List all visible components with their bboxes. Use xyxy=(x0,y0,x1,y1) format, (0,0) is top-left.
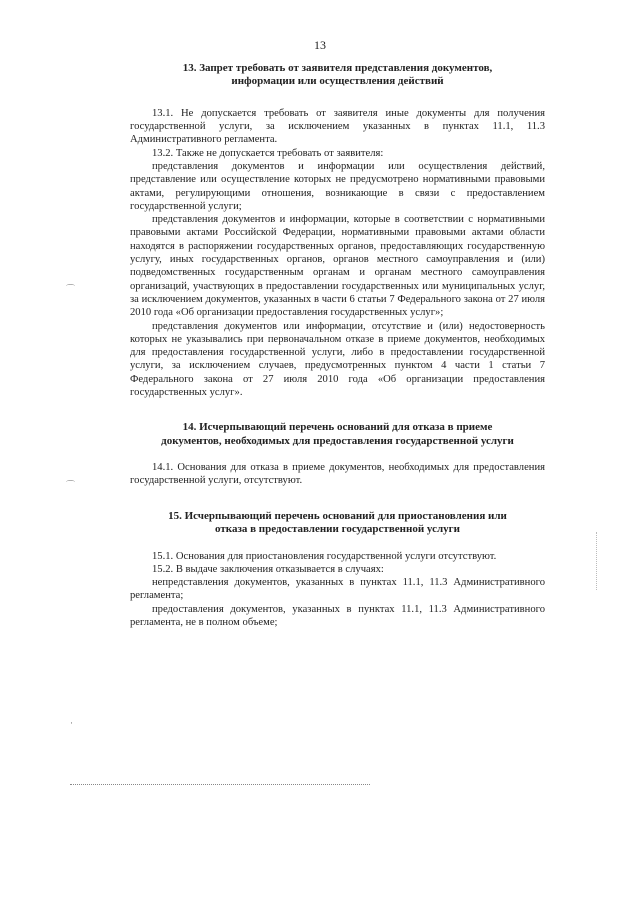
document-body xyxy=(130,62,545,629)
section-14-heading-line-1: 14. Исчерпывающий перечень оснований для отказа в приеме xyxy=(182,421,493,434)
paragraph-15-2: 15.2. В выдаче заключения отказывается в случаях: xyxy=(152,563,384,575)
paragraph-13-2-item-3: представления документов или информации, отсутствие и (или) недостоверность которых не указывались при первоначальном отказе в приеме документов, необходимых для предоставления государственной услуги, либо в предоставлении государственной услуги, за исключением случаев, предусмотренных пунктом 4 части 1 статьи 7 Федерального закона от 27 июля 2010 года «Об организации предоставления государственных услуг». xyxy=(130,320,545,399)
paragraph-13-1: 13.1. Не допускается требовать от заявителя иные документы для получения государственной услуги, за исключением указанных в пунктах 11.1, 11.3 Административного регламента. xyxy=(130,107,545,146)
paragraph-14-1: 14.1. Основания для отказа в приеме документов, необходимых для предоставления государственной услуги, отсутствуют. xyxy=(130,462,545,487)
page-number: 13 xyxy=(314,38,326,52)
scan-artifact-dots xyxy=(596,532,597,590)
scan-artifact-dot: · xyxy=(70,718,73,728)
section-13-heading-line-2: информации или осуществления действий xyxy=(231,75,444,88)
section-14-heading xyxy=(130,421,545,448)
paragraph-15-1: 15.1. Основания для приостановления государственной услуги отсутствуют. xyxy=(152,550,497,562)
section-13-heading-line-1: 13. Запрет требовать от заявителя представления документов, xyxy=(182,62,493,74)
paragraph-13-2: 13.2. Также не допускается требовать от заявителя: xyxy=(152,147,384,159)
section-14-heading-line-2: документов, необходимых для предоставления государственной услуги xyxy=(161,434,514,447)
scan-artifact-line xyxy=(70,784,370,785)
scan-artifact-mark: ⌒ xyxy=(66,480,76,490)
paragraph-13-2-item-2: представления документов и информации, которые в соответствии с нормативными правовыми актами Российской Федерации, нормативными правовыми актами области находятся в распоряжении государственных органов, предоставляющих государственную услугу, иных государственных органов, органов местного самоуправления и (или) подведомственных государственным органам и органам местного самоуправления организаций, участвующих в предоставлении государственных или муниципальных услуг, за исключением документов, указанных в части 6 статьи 7 Федерального закона от 27 июля 2010 года «Об организации предоставления государственных услуг»; xyxy=(130,214,545,319)
section-15-heading xyxy=(130,510,545,537)
paragraph-15-2-item-1: непредставления документов, указанных в пунктах 11.1, 11.3 Административного регламента; xyxy=(130,577,545,602)
section-15-heading-line-1: 15. Исчерпывающий перечень оснований для приостановления или xyxy=(168,509,507,522)
paragraph-15-2-item-2: предоставления документов, указанных в пунктах 11.1, 11.3 Административного регламента, не в полном объеме; xyxy=(130,603,545,629)
section-15-heading-line-2: отказа в предоставлении государственной услуги xyxy=(215,523,460,536)
scan-artifact-mark: ⌒ xyxy=(66,284,76,294)
paragraph-13-2-item-1: представления документов и информации или осуществления действий, представление или осуществление которых не предусмотрено нормативными правовыми актами, регулирующими отношения, возникающие в связи с предоставлением государственной услуги; xyxy=(130,161,545,212)
section-13-heading xyxy=(130,62,545,89)
